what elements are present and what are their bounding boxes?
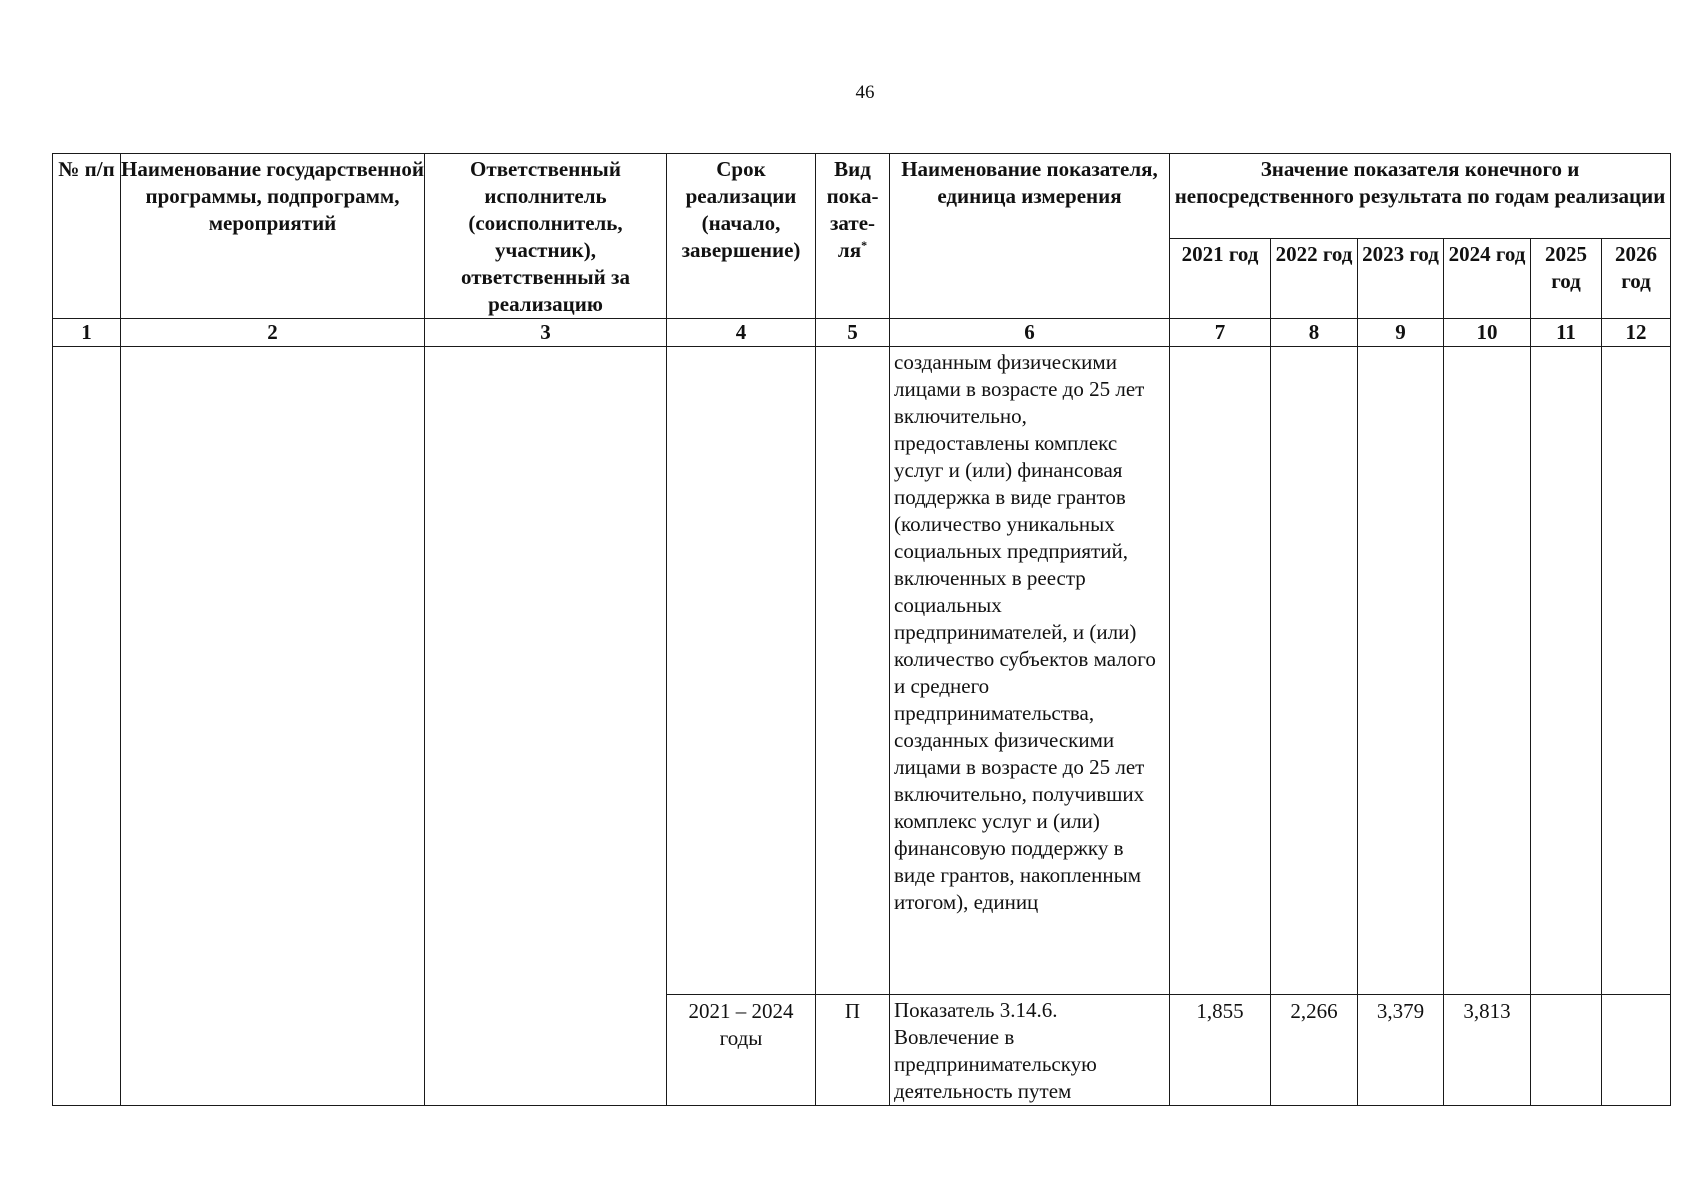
row-value-2026 [1602,995,1671,1106]
header-executor: Ответственный исполнитель (соисполнитель, участник), ответственный за реализацию [425,154,667,319]
row-value-2026 [1602,347,1671,995]
column-number: 3 [425,319,667,347]
header-year-2026: 2026 год [1602,239,1671,319]
table-row [53,347,1671,995]
header-year-2024: 2024 год [1444,239,1531,319]
row-indicator-cell: созданным физическими лицами в возрасте до 25 лет включительно, предоставлены комплекс услуг и (или) финансовая поддержка в виде грантов (количество уникальных социальных предприятий, включенных в реестр социальных предпринимателей, и (или) количество субъектов малого и среднего предпринимательства, созданных физическими лицами в возрасте до 25 лет включительно, получивших комплекс услуг и (или) финансовую поддержку в виде грантов, накопленным итогом), единиц [890,347,1170,995]
row-value-2025 [1531,995,1602,1106]
row-value-2025 [1531,347,1602,995]
row-type-cell: П [816,995,890,1106]
header-num: № п/п [53,154,121,319]
header-indicator-name: Наименование показателя, единица измерения [890,154,1170,319]
header-year-2025: 2025 год [1531,239,1602,319]
header-indicator-type-text: Вид пока- зате- ля [826,157,879,262]
row-value-2023 [1358,347,1444,995]
header-program: Наименование государственной программы, подпрограмм, мероприятий [121,154,425,319]
column-number: 9 [1358,319,1444,347]
column-number: 10 [1444,319,1531,347]
header-values-group: Значение показателя конечного и непосредственного результата по годам реализации [1170,154,1671,239]
indicators-table [52,153,1671,1106]
page-number: 46 [855,82,875,103]
row-executor-cell [425,347,667,1106]
header-year-2022: 2022 год [1271,239,1358,319]
row-value-2022: 2,266 [1271,995,1358,1106]
column-number: 7 [1170,319,1271,347]
row-value-2023: 3,379 [1358,995,1444,1106]
row-indicator-cell: Показатель 3.14.6. Вовлечение в предпринимательскую деятельность путем [890,995,1170,1106]
header-row [53,154,1671,239]
column-numbers-row [53,319,1671,347]
row-period-cell: 2021 – 2024 годы [667,995,816,1106]
row-value-2024 [1444,347,1531,995]
header-period: Срок реализации (начало, завершение) [667,154,816,319]
column-number: 2 [121,319,425,347]
column-number: 12 [1602,319,1671,347]
column-number: 11 [1531,319,1602,347]
header-year-2023: 2023 год [1358,239,1444,319]
column-number: 5 [816,319,890,347]
header-year-2021: 2021 год [1170,239,1271,319]
row-type-cell [816,347,890,995]
footnote-mark: * [861,238,868,252]
row-value-2021: 1,855 [1170,995,1271,1106]
column-number: 6 [890,319,1170,347]
row-num-cell [53,347,121,1106]
row-value-2021 [1170,347,1271,995]
row-value-2022 [1271,347,1358,995]
column-number: 8 [1271,319,1358,347]
column-number: 4 [667,319,816,347]
header-indicator-type [816,154,890,319]
column-number: 1 [53,319,121,347]
row-period-cell [667,347,816,995]
row-value-2024: 3,813 [1444,995,1531,1106]
row-program-cell [121,347,425,1106]
